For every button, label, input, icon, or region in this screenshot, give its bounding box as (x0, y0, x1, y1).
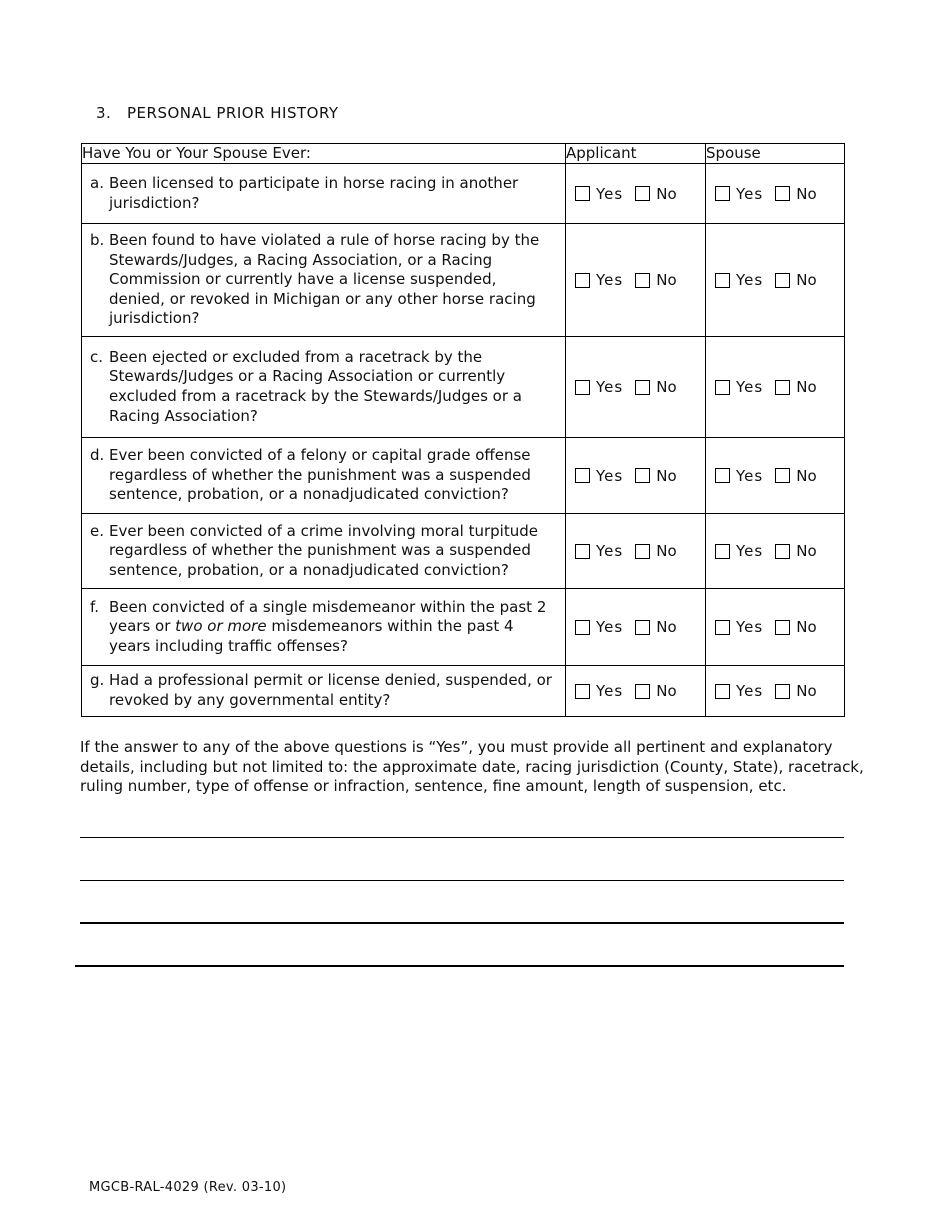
spouse-yes-checkbox[interactable] (715, 380, 730, 395)
instructions-text: If the answer to any of the above questions is “Yes”, you must provide all pertinent and explanatory details, including but not limited to: the approximate date, racing jurisdiction (County, State), racetrack, ruling number, type of offense or infraction, sentence, fine amount, length of suspension, etc. (80, 738, 864, 795)
applicant-yes-checkbox[interactable] (575, 684, 590, 699)
yes-label: Yes (736, 618, 764, 636)
section-title (96, 104, 339, 122)
no-label: No (796, 542, 817, 560)
question-text-main: Had a professional permit or license denied, suspended, or revoked by any governmental entity? (109, 671, 552, 709)
applicant-yes-checkbox[interactable] (575, 273, 590, 288)
question-cell (82, 224, 566, 337)
question-letter: c. (90, 347, 104, 366)
question-letter: a. (90, 173, 104, 192)
spouse-no-checkbox[interactable] (775, 186, 790, 201)
question-cell (82, 164, 566, 224)
question-text (109, 231, 557, 329)
table-row (82, 589, 845, 666)
question-cell (82, 337, 566, 438)
applicant-yes-checkbox[interactable] (575, 468, 590, 483)
table-row (82, 337, 845, 438)
question-text-main: Ever been convicted of a crime involving moral turpitude regardless of whether the punishment was a suspended sentence, probation, or a nonadjudicated conviction? (109, 521, 538, 579)
yes-label: Yes (736, 542, 764, 560)
question-text (109, 348, 557, 426)
question-text-main: Been licensed to participate in horse racing in another jurisdiction? (109, 173, 519, 212)
spouse-yes-checkbox[interactable] (715, 620, 730, 635)
applicant-no-checkbox[interactable] (635, 380, 650, 395)
question-text (109, 522, 557, 581)
applicant-answer-cell (566, 438, 706, 514)
question-cell (82, 438, 566, 514)
section-title-text: PERSONAL PRIOR HISTORY (127, 104, 339, 122)
yes-label: Yes (596, 271, 624, 289)
no-label: No (656, 271, 677, 289)
applicant-answer-cell (566, 589, 706, 666)
answer-line-2 (80, 880, 844, 881)
table-header-row (82, 144, 845, 164)
answer-line-1 (80, 837, 844, 838)
table-row (82, 514, 845, 589)
question-letter: e. (90, 521, 104, 540)
applicant-answer-cell (566, 337, 706, 438)
no-label: No (796, 184, 817, 203)
yes-label: Yes (596, 466, 624, 485)
spouse-answer-cell (706, 589, 845, 666)
question-text (109, 671, 557, 710)
answer-line-4 (75, 965, 844, 967)
yes-label: Yes (596, 542, 624, 560)
yes-label: Yes (596, 378, 624, 396)
yes-label: Yes (736, 378, 764, 396)
no-label: No (796, 271, 817, 289)
applicant-no-checkbox[interactable] (635, 684, 650, 699)
question-letter: g. (90, 671, 105, 690)
spouse-no-checkbox[interactable] (775, 684, 790, 699)
answer-line-3 (80, 922, 844, 924)
spouse-yes-checkbox[interactable] (715, 468, 730, 483)
header-question: Have You or Your Spouse Ever: (82, 144, 566, 164)
no-label: No (796, 682, 817, 700)
no-label: No (796, 378, 817, 396)
applicant-no-checkbox[interactable] (635, 468, 650, 483)
spouse-yes-checkbox[interactable] (715, 186, 730, 201)
applicant-no-checkbox[interactable] (635, 186, 650, 201)
spouse-no-checkbox[interactable] (775, 380, 790, 395)
spouse-no-checkbox[interactable] (775, 273, 790, 288)
spouse-answer-cell (706, 438, 845, 514)
spouse-answer-cell (706, 164, 845, 224)
yes-label: Yes (596, 184, 624, 203)
applicant-yes-checkbox[interactable] (575, 544, 590, 559)
header-spouse: Spouse (706, 144, 845, 164)
yes-label: Yes (596, 682, 624, 700)
table-row (82, 164, 845, 224)
question-text (109, 446, 557, 505)
yes-label: Yes (596, 618, 624, 636)
question-text-main: Been ejected or excluded from a racetrack by the Stewards/Judges or a Racing Association or currently excluded from a racetrack by the Stewards/Judges or a Racing Association? (109, 347, 522, 425)
spouse-answer-cell (706, 224, 845, 337)
table-row (82, 224, 845, 337)
no-label: No (656, 542, 677, 560)
applicant-no-checkbox[interactable] (635, 544, 650, 559)
spouse-yes-checkbox[interactable] (715, 684, 730, 699)
question-letter: d. (90, 446, 105, 465)
spouse-answer-cell (706, 514, 845, 589)
no-label: No (656, 184, 677, 203)
form-number: MGCB-RAL-4029 (Rev. 03-10) (89, 1180, 287, 1195)
spouse-no-checkbox[interactable] (775, 544, 790, 559)
question-cell (82, 589, 566, 666)
table-row (82, 666, 845, 717)
table-row (82, 438, 845, 514)
question-text-emphasis: two or more (175, 617, 267, 636)
yes-label: Yes (736, 466, 764, 485)
yes-label: Yes (736, 271, 764, 289)
section-number: 3. (96, 104, 112, 122)
prior-history-table (81, 143, 845, 717)
spouse-no-checkbox[interactable] (775, 620, 790, 635)
no-label: No (796, 466, 817, 485)
applicant-answer-cell (566, 224, 706, 337)
header-applicant: Applicant (566, 144, 706, 164)
no-label: No (656, 378, 677, 396)
question-text (109, 174, 557, 213)
question-text-main: Ever been convicted of a felony or capital grade offense regardless of whether the punishment was a suspended sentence, probation, or a nonadjudicated conviction? (109, 446, 531, 504)
applicant-yes-checkbox[interactable] (575, 186, 590, 201)
applicant-no-checkbox[interactable] (635, 273, 650, 288)
applicant-yes-checkbox[interactable] (575, 380, 590, 395)
question-text-main: Been convicted of a single misdemeanor within the past 2 years or (109, 597, 547, 636)
no-label: No (656, 466, 677, 485)
spouse-answer-cell (706, 666, 845, 717)
applicant-answer-cell (566, 164, 706, 224)
question-cell (82, 666, 566, 717)
yes-label: Yes (736, 184, 764, 203)
no-label: No (656, 682, 677, 700)
spouse-yes-checkbox[interactable] (715, 273, 730, 288)
spouse-answer-cell (706, 337, 845, 438)
question-text-rest: misdemeanors within the past 4 years including traffic offenses? (109, 617, 514, 655)
applicant-yes-checkbox[interactable] (575, 620, 590, 635)
applicant-answer-cell (566, 514, 706, 589)
no-label: No (796, 618, 817, 636)
applicant-answer-cell (566, 666, 706, 717)
spouse-no-checkbox[interactable] (775, 468, 790, 483)
yes-label: Yes (736, 682, 764, 700)
question-cell (82, 514, 566, 589)
question-text (109, 598, 557, 657)
no-label: No (656, 618, 677, 636)
question-letter: f. (90, 597, 99, 616)
question-text-main: Been found to have violated a rule of horse racing by the Stewards/Judges, a Racing Association, or a Racing Commission or currently have a license suspended, denied, or revoked in Michigan or any other horse racing jurisdiction? (109, 231, 540, 328)
applicant-no-checkbox[interactable] (635, 620, 650, 635)
question-letter: b. (90, 231, 105, 250)
spouse-yes-checkbox[interactable] (715, 544, 730, 559)
